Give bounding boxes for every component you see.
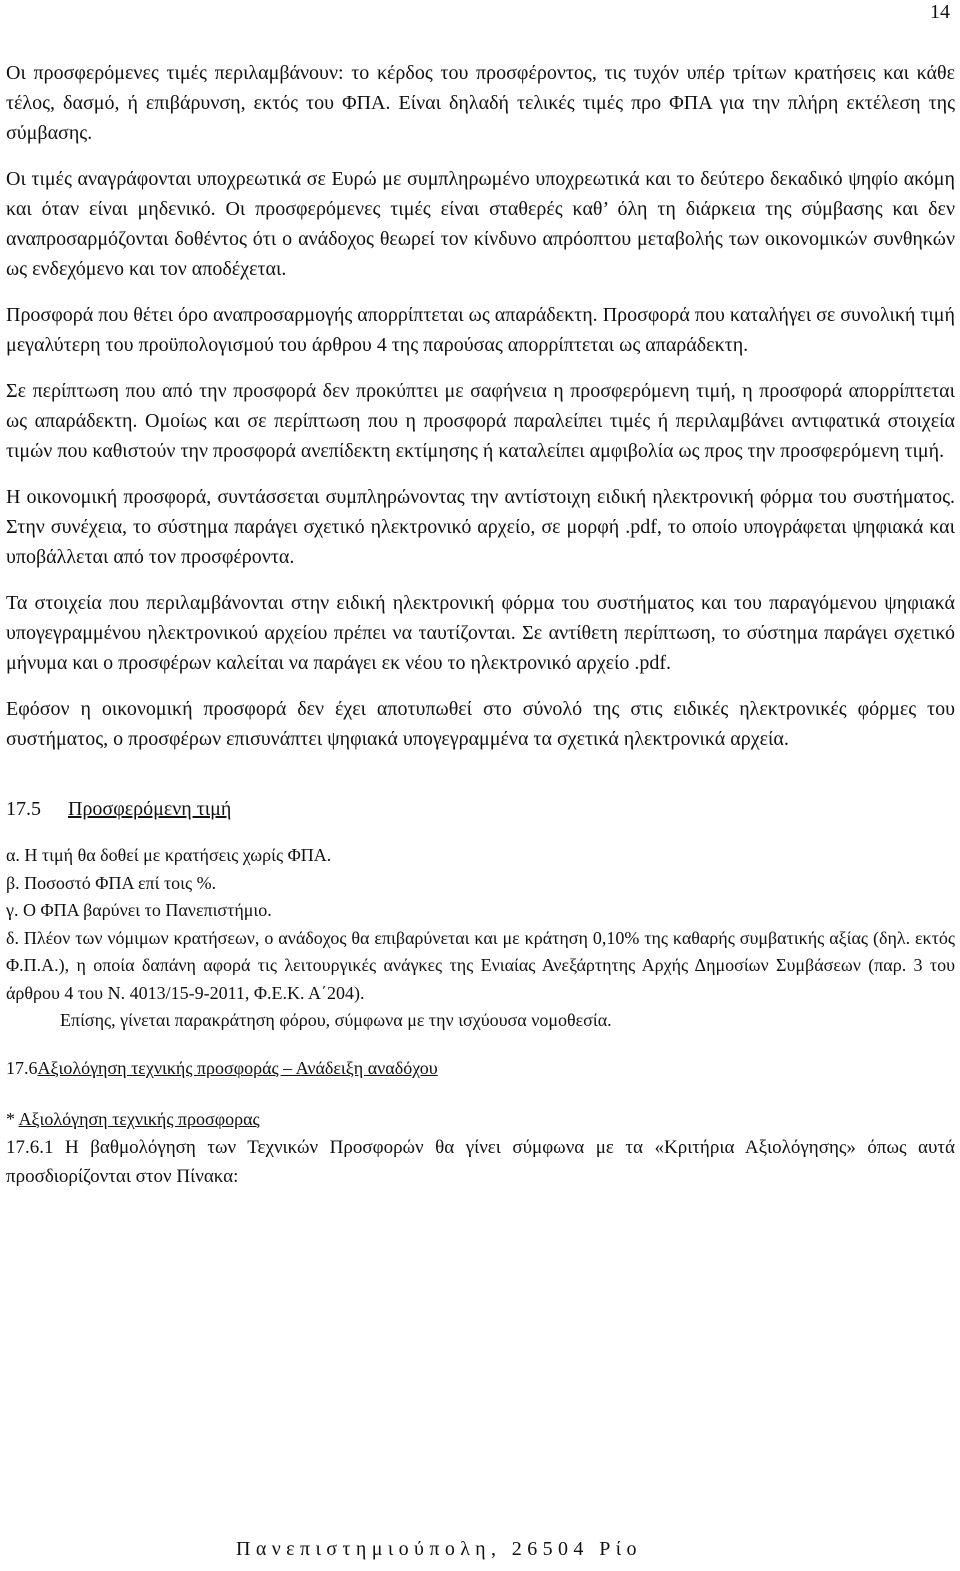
section-17-6-number: 17.6: [6, 1057, 38, 1078]
paragraph-electronic-form: Η οικονομική προσφορά, συντάσσεται συμπληρώνοντας την αντίστοιχη ειδική ηλεκτρονική φόρμα του συστήματος. Στην συνέχεια, το σύστημα παράγει σχετικό ηλεκτρονικό αρχείο, σε μορφή .pdf, το οποίο υπογράφεται ψηφιακά και υποβάλλεται από τον προσφέροντα.: [6, 486, 955, 568]
tax-withholding-note: Επίσης, γίνεται παρακράτηση φόρου, σύμφωνα με την ισχύουσα νομοθεσία.: [60, 1010, 612, 1030]
section-17-5-number: 17.5: [6, 798, 41, 820]
paragraph-adjustment-rejected: Προσφορά που θέτει όρο αναπροσαρμογής απορρίπτεται ως απαράδεκτη. Προσφορά που καταλήγει σε συνολική τιμή μεγαλύτερη του προϋπολογισμού του άρθρου 4 της παρούσας απορρίπτεται ως απαράδεκτη.: [6, 304, 955, 356]
footer-address: Πανεπιστημιούπολη, 26504 Ρίο: [236, 1538, 642, 1560]
paragraph-attachments: Εφόσον η οικονομική προσφορά δεν έχει αποτυπωθεί στο σύνολό της στις ειδικές ηλεκτρονικές φόρμες του συστήματος, ο προσφέρων επισυνάπτει ψηφιακά υπογεγραμμένα τα σχετικά ηλεκτρονικά αρχεία.: [6, 698, 955, 750]
page-number: 14: [930, 1, 950, 23]
paragraph-evaluation-criteria: 17.6.1 Η βαθμολόγηση των Τεχνικών Προσφορών θα γίνει σύμφωνα με τα «Κριτήρια Αξιολόγησης» όπως αυτά προσδιορίζονται στον Πίνακα:: [6, 1136, 955, 1187]
section-17-5-heading: [6, 794, 955, 824]
paragraph-prices-include: Οι προσφερόμενες τιμές περιλαμβάνουν: το κέρδος του προσφέροντος, τις τυχόν υπέρ τρίτων κρατήσεις και κάθε τέλος, δασμό, ή επιβάρυνση, εκτός του ΦΠΑ. Είναι δηλαδή τελικές τιμές προ ΦΠΑ για την πλήρη εκτέλεση της σύμβασης.: [6, 62, 955, 144]
paragraph-unclear-price: Σε περίπτωση που από την προσφορά δεν προκύπτει με σαφήνεια η προσφερόμενη τιμή, η προσφορά απορρίπτεται ως απαράδεκτη. Ομοίως και σε περίπτωση που η προσφορά παραλείπει τιμές ή περιλαμβάνει αντιφατικά στοιχεία τιμών που καθιστούν την προσφορά ανεπίδεκτη εκτίμησης ή καταλείπει αμφιβολία ως προς την προσφερόμενη τιμή.: [6, 380, 955, 462]
paragraph-data-match: Τα στοιχεία που περιλαμβάνονται στην ειδική ηλεκτρονική φόρμα του συστήματος και του παραγόμενου ψηφιακά υπογεγραμμένου ηλεκτρονικού αρχείου πρέπει να ταυτίζονται. Σε αντίθετη περίπτωση, το σύστημα παράγει σχετικό μήνυμα και ο προσφέρων καλείται να παράγει εκ νέου το ηλεκτρονικό αρχείο .pdf.: [6, 592, 955, 674]
document-body: [6, 58, 955, 1191]
list-item: β. Ποσοστό ΦΠΑ επί τοις %.: [6, 872, 217, 893]
list-item: α. Η τιμή θα δοθεί με κρατήσεις χωρίς ΦΠΑ.: [6, 845, 332, 865]
price-conditions-list: [6, 842, 955, 1035]
subheading-title: Αξιολόγηση τεχνικής προσφορας: [18, 1108, 260, 1129]
section-17-5-title: Προσφερόμενη τιμή: [68, 798, 232, 820]
list-item: γ. Ο ΦΠΑ βαρύνει το Πανεπιστήμιο.: [6, 900, 272, 920]
section-17-6-heading: [6, 1055, 955, 1082]
technical-evaluation-subheading: [6, 1106, 955, 1133]
section-17-6-title: Αξιολόγηση τεχνικής προσφοράς – Ανάδειξη αναδόχου: [37, 1057, 438, 1078]
paragraph-prices-euro: Οι τιμές αναγράφονται υποχρεωτικά σε Ευρώ με συμπληρωμένο υποχρεωτικά και το δεύτερο δεκαδικό ψηφίο ακόμη και όταν είναι μηδενικό. Οι προσφερόμενες τιμές είναι σταθερές καθ’ όλη τη διάρκεια της σύμβασης και δεν αναπροσαρμόζονται δοθέντος ότι ο ανάδοχος θεωρεί τον κίνδυνο απρόοπτου μεταβολής των οικονομικών συνθηκών ως ενδεχόμενο και τον αποδέχεται.: [6, 168, 955, 280]
list-item: δ. Πλέον των νόμιμων κρατήσεων, ο ανάδοχος θα επιβαρύνεται και με κράτηση 0,10% της καθαρής συμβατικής αξίας (δηλ. εκτός Φ.Π.Α.), η οποία δαπάνη αφορά τις λειτουργικές ανάγκες της Ενιαίας Ανεξάρτητης Αρχής Δημοσίων Συμβάσεων (παρ. 3 του άρθρου 4 του Ν. 4013/15-9-2011, Φ.Ε.Κ. Α΄204).: [6, 927, 955, 1003]
subheading-prefix: *: [6, 1108, 19, 1129]
